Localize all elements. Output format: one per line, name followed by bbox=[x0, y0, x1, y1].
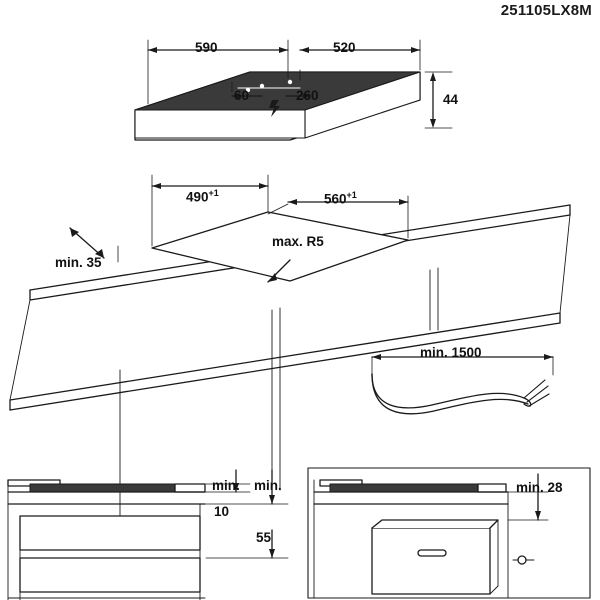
model-code: 251105LX8M bbox=[500, 2, 592, 19]
cable-length-view bbox=[372, 354, 553, 414]
label-height-total: 44 bbox=[443, 92, 459, 107]
clearance-left-view bbox=[8, 470, 288, 600]
label-cutout-width-tolerance: +1 bbox=[346, 190, 357, 200]
label-cutout-depth-tolerance: +1 bbox=[208, 188, 219, 198]
hob-top-view bbox=[135, 40, 452, 140]
label-min-gap-10-value: 10 bbox=[214, 504, 230, 519]
label-min-drawer-28: min. 28 bbox=[516, 480, 563, 495]
label-cable-length: min. 1500 bbox=[420, 345, 482, 360]
label-cutout-depth: $490^{+1}$ bbox=[186, 188, 219, 205]
label-depth-total: 520 bbox=[333, 40, 356, 55]
label-min-gap-10: min. bbox=[212, 478, 240, 493]
label-cutout-width: $560^{+1}$ bbox=[324, 190, 357, 207]
label-control-offset: 60 bbox=[234, 88, 250, 103]
label-corner-radius: max. R5 bbox=[272, 234, 324, 249]
label-control-width: 260 bbox=[296, 88, 319, 103]
label-min-edge: min. 35 bbox=[55, 255, 102, 270]
label-width-total: 590 bbox=[195, 40, 218, 55]
label-min-gap-55-value: 55 bbox=[256, 530, 272, 545]
label-min-gap-55: min. bbox=[254, 478, 282, 493]
